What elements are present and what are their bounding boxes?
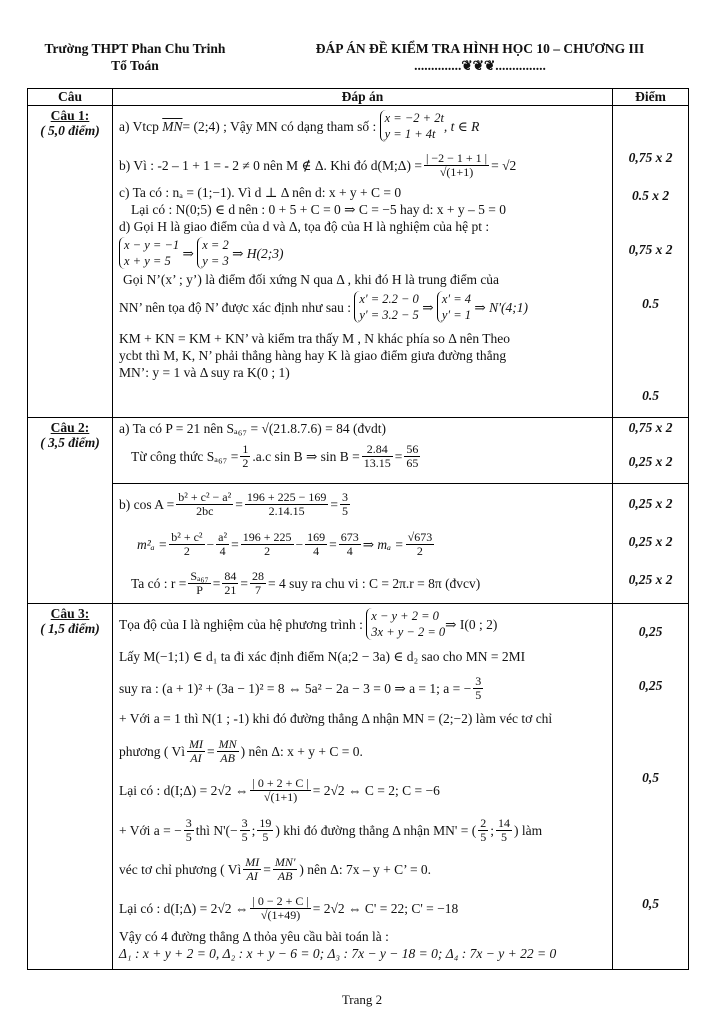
q3-l7-pre: + Với a = −: [119, 822, 182, 838]
q1-part-d-line6: MN’: y = 1 và Δ suy ra K(0 ; 1): [119, 365, 290, 380]
q2-a2-eq: =: [394, 448, 403, 464]
q1-part-d-line5: ycbt thì M, K, N’ phải thẳng hàng hay K là giao điểm giưa đường thẳng: [119, 348, 507, 363]
q2-b1-frac3: [340, 491, 350, 518]
q3-l5-post: ) nên Δ: x + y + C = 0.: [240, 743, 363, 759]
ornament-divider: ..............❦❦❦...............: [414, 58, 546, 73]
q3-l7-frac3: [257, 817, 273, 844]
q3-l9-frac: [250, 895, 310, 922]
q3-l7-sep2: ;: [490, 822, 494, 838]
q3-line1: [113, 604, 612, 644]
q1-d-sysA1: x − y = −1: [124, 238, 180, 252]
q1-a-mid: = (2;4) ; Vậy MN có dạng tham số :: [182, 118, 377, 134]
q1-part-d-line2: Gọi N’(x’ ; y’) là điểm đối xứng N qua Δ , khi đó H là trung điểm của: [123, 272, 500, 287]
q2-b1-pre: b) cos A =: [119, 496, 175, 512]
q3-l7-n1: 3: [185, 815, 192, 830]
q2-b3-n1: Sₐ₆₇: [190, 568, 209, 583]
q2-a2-d1: 2: [242, 455, 249, 470]
q2-b2-d6: 2: [416, 543, 423, 558]
q2-b-line1: [113, 484, 612, 524]
q2-b3-d1: P: [196, 582, 203, 597]
q2-b2-frac4: [305, 531, 327, 558]
q2-b3-n2: 84: [224, 568, 237, 583]
q1-points-a: 0,75 x 2: [628, 150, 673, 165]
q2-b2-d1: 2: [183, 543, 190, 558]
q3-l8-frac2: [273, 856, 298, 883]
q2-a-line1: a) Ta có P = 21 nên Sₐ₆₇ = √(21.8.7.6) = 84 (đvdt): [119, 421, 387, 436]
q1-a-post: , t ∈ R: [443, 118, 480, 134]
q1-b-num: | −2 − 1 + 1 |: [425, 150, 488, 165]
q1-d-sysB2: y = 3: [202, 254, 229, 268]
q3-l7-frac4: [478, 817, 488, 844]
q1-d-sysC2: y' = 3.2 − 5: [359, 308, 419, 322]
q2-b2-d5: 4: [346, 543, 353, 558]
q3-l9-d: √(1+49): [260, 907, 301, 922]
q2-a2-d2: 13.15: [363, 455, 391, 470]
q2-a2-pre: Từ công thức Sₐ₆₇ =: [131, 448, 239, 464]
q3-l7-d1: 5: [185, 829, 192, 844]
q3-line7: [113, 810, 612, 850]
q3-l7-frac2: [240, 817, 250, 844]
q3-points-1: 0,25: [638, 624, 663, 639]
q3-l5-eq: =: [206, 743, 215, 759]
department-name: Tổ Toán: [111, 58, 159, 73]
question-3-row: [28, 604, 689, 970]
q3-l6-frac: [250, 777, 310, 804]
q2-a2-n1: 1: [242, 441, 249, 456]
q3-l8-frac1: [243, 856, 261, 883]
q2-b2-eq1: =: [231, 536, 239, 552]
col-header-answer: Đáp án: [113, 89, 613, 106]
q2-a2-mid: .a.c sin B ⇒ sin B =: [252, 448, 360, 464]
q2-b2-d2: 4: [219, 543, 226, 558]
q2-b-line3: [113, 564, 612, 602]
q1-points-d1: 0.5: [642, 296, 659, 311]
q2-b3-n3: 28: [251, 568, 264, 583]
q2-b2-frac3: [241, 531, 294, 558]
q3-points-3: 0,5: [642, 770, 659, 785]
exam-header: [280, 40, 680, 74]
q2-b2-m2: −: [295, 536, 304, 552]
q2-a2-d3: 65: [406, 455, 419, 470]
q3-l7-d4: 5: [480, 829, 487, 844]
q2-points-b1: 0,25 x 2: [628, 496, 673, 511]
question-1-title: Câu 1:: [50, 108, 90, 123]
q2-b2-frac1: [169, 531, 204, 558]
q3-line10: Vậy có 4 đường thẳng Δ thỏa yêu cầu bài toán là :: [119, 929, 389, 944]
q3-l7-d5: 5: [500, 829, 507, 844]
q1-d-sysB1: x = 2: [202, 238, 229, 252]
q2-b2-m1: −: [206, 536, 215, 552]
question-3-answer: [113, 604, 613, 970]
q3-line3: [113, 670, 612, 706]
q2-a-line2: [113, 437, 612, 475]
q3-system: [366, 608, 445, 640]
q1-points-d2: 0.5: [642, 388, 659, 403]
q3-l8-eq: =: [263, 861, 271, 877]
q3-line9: [113, 888, 612, 928]
q2-b1-d1: 2bc: [196, 503, 214, 518]
q2-b1-frac1: [176, 491, 233, 518]
q3-points-4: 0,5: [642, 896, 659, 911]
q2-b3-eq2: =: [240, 575, 248, 591]
q3-l5-d2: AB: [220, 750, 235, 765]
question-2-points-a: [613, 418, 689, 484]
col-header-question: Câu: [28, 89, 113, 106]
q3-l6-d: √(1+1): [263, 789, 298, 804]
q3-points-2: 0,25: [638, 678, 663, 693]
q2-b2-n2: a²: [218, 529, 228, 544]
q3-sys-eq2: 3x + y − 2 = 0: [371, 625, 446, 639]
q2-b2-frac2: [216, 531, 229, 558]
q1-d-sysA2: x + y = 5: [124, 254, 171, 268]
q1-a-pre: a) Vtcp: [119, 118, 159, 134]
q2-a2-n3: 56: [406, 441, 419, 456]
q3-l8-n1: MI: [245, 854, 260, 869]
question-2-row-b: [28, 484, 689, 604]
q2-b2-eq2: =: [329, 536, 337, 552]
question-2-points-b: [613, 484, 689, 604]
q2-b3-frac1: [188, 570, 210, 597]
q3-l7-mid2: ) khi đó đường thẳng Δ nhận MN' = (: [275, 822, 477, 838]
q3-line5: [113, 732, 612, 770]
q2-b3-frac3: [250, 570, 266, 597]
q2-b3-pre: Ta có : r =: [131, 575, 187, 591]
q1-part-b: [113, 146, 612, 184]
q1-part-d-line3: NN’ nên tọa độ N’ được xác định như sau : x' = 2.2 − 0 y' = 3.2 − 5 ⇒ x' = 4 y' = 1 ⇒ N'(4;1): [119, 292, 528, 322]
q3-l3-n: 3: [475, 673, 482, 688]
q2-b2-n6: √673: [407, 529, 433, 544]
q2-b1-d2: 2.14.15: [268, 503, 305, 518]
q3-l7-n5: 14: [497, 815, 510, 830]
q1-d-result: ⇒ H(2;3): [232, 245, 284, 261]
q2-b2-n4: 169: [307, 529, 326, 544]
q2-b1-n1: b² + c² − a²: [178, 489, 232, 504]
q1-d-sysD1: x' = 4: [441, 292, 472, 306]
answer-table: [27, 88, 689, 970]
exam-title: ĐÁP ÁN ĐỀ KIỂM TRA HÌNH HỌC 10 – CHƯƠNG III: [315, 41, 645, 56]
question-1-points: [613, 106, 689, 418]
q1-d-result2: ⇒ N'(4;1): [474, 299, 528, 315]
q2-b2-frac5: [339, 531, 361, 558]
q2-b-line2: [113, 524, 612, 564]
q3-l7-post: ) làm: [513, 822, 543, 838]
q3-line6: [113, 770, 612, 810]
q3-l5-n2: MN: [218, 736, 237, 751]
table-header-row: [28, 89, 689, 106]
q1-b-den: √(1+1): [439, 164, 474, 179]
q3-sys-eq1: x − y + 2 = 0: [371, 609, 439, 623]
question-1-answer: [113, 106, 613, 418]
q3-l5-n1: MI: [188, 736, 203, 751]
q2-b3-d3: 7: [254, 582, 261, 597]
q3-l7-n3: 19: [259, 815, 272, 830]
q3-l7-sep: ;: [251, 822, 256, 838]
q1-points-c: 0,75 x 2: [628, 242, 673, 257]
q2-b2-pre: m²ₐ =: [137, 536, 168, 552]
q1-d-system-b: [197, 237, 228, 269]
question-2-score: ( 3,5 điểm): [40, 435, 100, 450]
q3-line2: Lấy M(−1;1) ∈ d₁ ta đi xác định điểm N(a;2 − 3a) ∈ d₂ sao cho MN = 2MI: [119, 649, 526, 664]
q3-l3-d: 5: [475, 687, 482, 702]
q2-b1-n3: 3: [342, 489, 349, 504]
q1-part-d-line1: d) Gọi H là giao điểm của d và Δ, tọa độ của H là nghiệm của hệ pt :: [119, 219, 490, 234]
q1-b-post: = √2: [491, 157, 517, 173]
q1-d-system-d: [437, 291, 471, 323]
q2-points-b3: 0,25 x 2: [628, 572, 673, 587]
q2-b2-d4: 4: [313, 543, 320, 558]
q1-part-a: [113, 106, 612, 146]
question-3-score: ( 1,5 điểm): [40, 621, 100, 636]
q3-l3-frac: [473, 675, 483, 702]
q2-b2-n3: 196 + 225: [242, 529, 292, 544]
q2-b1-frac2: [245, 491, 329, 518]
q1-d-sysD2: y' = 1: [441, 308, 472, 322]
q3-l7-d2: 5: [241, 829, 248, 844]
q1-part-c-line1: c) Ta có : nₐ = (1;−1). Vì d ⊥ Δ nên d: x + y + C = 0: [119, 185, 402, 200]
q1-a-vector: $\overline{MN}$: [162, 118, 183, 134]
q3-l7-mid: thì N'(−: [195, 822, 238, 838]
q3-l6-post: = 2√2 ⇔ C = 2; C = −6: [312, 782, 440, 798]
q2-a2-frac2: [362, 443, 393, 470]
q3-l5-frac1: [187, 738, 205, 765]
q1-a-sys-eq2: y = 1 + 4t: [384, 127, 436, 141]
q3-l8-d1: AI: [246, 868, 258, 883]
q1-a-sys-eq1: x = −2 + 2t: [384, 111, 444, 125]
q3-l8-post: ) nên Δ: 7x – y + C’ = 0.: [299, 861, 432, 877]
q2-b2-d3: 2: [264, 543, 271, 558]
q3-l7-n2: 3: [241, 815, 248, 830]
q3-l9-n: | 0 − 2 + C |: [252, 893, 309, 908]
question-1-row: [28, 106, 689, 418]
q2-b3-eq1: =: [212, 575, 221, 591]
q2-b2-n1: b² + c²: [171, 529, 203, 544]
q3-l7-n4: 2: [480, 815, 487, 830]
q3-l9-pre: Lại có : d(I;Δ) = 2√2 ⇔: [119, 900, 249, 916]
q3-l6-pre: Lại có : d(I;Δ) = 2√2 ⇔: [119, 782, 249, 798]
question-3-title: Câu 3:: [50, 606, 90, 621]
q2-b3-d2: 21: [224, 582, 237, 597]
q3-l6-n: | 0 + 2 + C |: [252, 775, 309, 790]
q1-b-pre: b) Vì : -2 – 1 + 1 = - 2 ≠ 0 nên M ∉ Δ. Khi đó d(M;Δ) =: [119, 157, 422, 173]
q1-d3-text: NN’ nên tọa độ N’ được xác định như sau :: [119, 299, 351, 315]
question-1-score: ( 5,0 điểm): [40, 123, 100, 138]
q3-l8-n2: MN': [274, 854, 296, 869]
q2-a2-frac1: [240, 443, 250, 470]
q2-b3-frac2: [222, 570, 238, 597]
q2-b1-eq2: =: [330, 496, 339, 512]
q3-l9-post: = 2√2 ⇔ C' = 22; C' = −18: [312, 900, 459, 916]
q1-d-sysC1: x' = 2.2 − 0: [359, 292, 419, 306]
q3-l1-post: ⇒ I(0 ; 2): [445, 616, 498, 632]
page-footer: Trang 2: [341, 992, 383, 1007]
q2-b2-n5: 673: [340, 529, 359, 544]
question-2-row-a: [28, 418, 689, 484]
q3-line11: Δ₁ : x + y + 2 = 0, Δ₂ : x + y − 6 = 0; Δ₃ : 7x − y − 18 = 0; Δ₄ : 7x − y + 22 = 0: [119, 946, 557, 961]
q1-part-c-line2: Lại có : N(0;5) ∈ d nên : 0 + 5 + C = 0 ⇒ C = −5 hay d: x + y – 5 = 0: [131, 202, 506, 217]
q3-l1-pre: Tọa độ của I là nghiệm của hệ phương trình :: [119, 616, 363, 632]
q3-l5-frac2: [217, 738, 239, 765]
q3-l7-d3: 5: [262, 829, 269, 844]
q2-b2-frac6: [406, 531, 435, 558]
col-header-points: Điểm: [613, 89, 689, 106]
q1-d-system-a: [119, 237, 179, 269]
question-3-points: [613, 604, 689, 970]
q1-part-d-line4: KM + KN = KM + KN’ và kiểm tra thấy M , N khác phía so Δ nên Theo: [119, 331, 510, 346]
q3-l7-frac1: [184, 817, 194, 844]
q3-l3-pre: suy ra : (a + 1)² + (3a − 1)² = 8 ⇔ 5a² − 2a − 3 = 0 ⇒ a = 1; a = −: [119, 680, 472, 696]
q3-l7-frac5: [496, 817, 512, 844]
q3-line8: [113, 850, 612, 888]
q2-b2-mid: ⇒ mₐ =: [362, 536, 404, 552]
q3-l5-pre: phương ( Vì: [119, 743, 185, 759]
q2-b1-d3: 5: [342, 503, 349, 518]
q3-l5-d1: AI: [190, 750, 202, 765]
q2-a2-n2: 2.84: [362, 443, 393, 457]
q1-d-system-c: [354, 291, 418, 323]
q1-a-system: [380, 110, 444, 142]
question-2-label: [28, 418, 113, 604]
school-header: [30, 40, 240, 74]
question-2-part-b: [113, 484, 613, 604]
school-name: Trường THPT Phan Chu Trinh: [44, 41, 226, 56]
q2-points-a2: 0,25 x 2: [628, 454, 673, 469]
question-1-label: [28, 106, 113, 418]
q1-b-fraction: [424, 152, 489, 179]
q2-b1-eq1: =: [235, 496, 243, 512]
q2-b1-n2: 196 + 225 − 169: [246, 489, 327, 504]
q3-l8-d2: AB: [277, 868, 293, 883]
q2-points-a1: 0,75 x 2: [628, 420, 673, 435]
question-2-title: Câu 2:: [50, 420, 90, 435]
q2-a2-frac3: [404, 443, 420, 470]
q2-b3-post: = 4 suy ra chu vi : C = 2π.r = 8π (đvcv): [267, 575, 481, 591]
question-2-part-a: [113, 418, 613, 484]
question-3-label: [28, 604, 113, 970]
q1-part-d-system: x − y = −1 x + y = 5 ⇒ x = 2 y = 3 ⇒ H(2;3): [113, 235, 612, 271]
q1-points-b: 0.5 x 2: [631, 188, 670, 203]
q3-l8-pre: véc tơ chỉ phương ( Vì: [119, 861, 242, 877]
q2-points-b2: 0,25 x 2: [628, 534, 673, 549]
q3-line4: + Với a = 1 thì N(1 ; -1) khi đó đường thẳng Δ nhận MN = (2;−2) làm véc tơ chỉ: [119, 711, 553, 726]
